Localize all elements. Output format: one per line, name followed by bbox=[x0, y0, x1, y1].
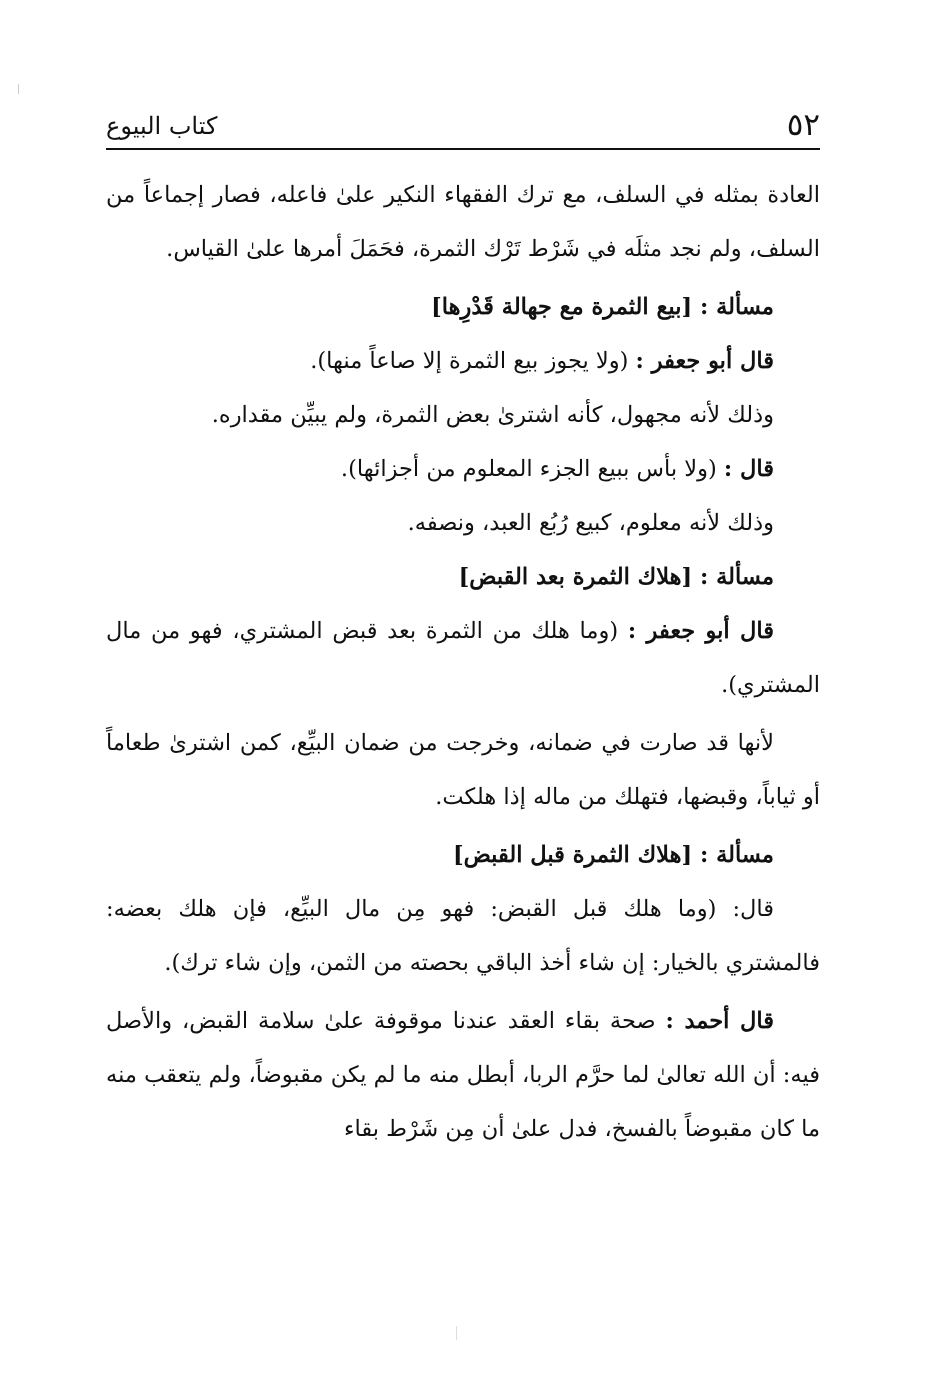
quoted-text: (ولا بأس ببيع الجزء المعلوم من أجزائها). bbox=[340, 456, 724, 482]
book-title: كتاب البيوع bbox=[106, 112, 218, 140]
body-text bbox=[106, 168, 820, 1156]
paragraph-2 bbox=[106, 334, 820, 388]
section-heading-3: مسألة : [هلاك الثمرة قبل القبض] bbox=[452, 842, 774, 868]
speaker-label: قال أبو جعفر : bbox=[635, 348, 774, 374]
paragraph-4 bbox=[106, 442, 820, 496]
running-header bbox=[106, 104, 820, 148]
paragraph-5: وذلك لأنه معلوم، كبيع رُبُع العبد، ونصفه. bbox=[407, 510, 774, 536]
paragraph-7-text: لأنها قد صارت في ضمانه، وخرجت من ضمان البيِّع، كمن اشترىٰ طعاماً أو ثياباً، وقبضها، فتهلك من ماله إذا هلكت. bbox=[106, 730, 820, 810]
section-heading-1: مسألة : [بيع الثمرة مع جهالة قَدْرِها] bbox=[431, 294, 774, 320]
paragraph-9-text: صحة بقاء العقد عندنا موقوفة علىٰ سلامة القبض، والأصل فيه: أن الله تعالىٰ لما حرَّم الربا، أبطل منه ما لم يكن مقبوضاً، ولم يتعقب منه ما كان مقبوضاً بالفسخ، فدل علىٰ أن مِن شَرْط بقاء bbox=[106, 1008, 820, 1142]
scan-mark-bottom bbox=[456, 1326, 457, 1340]
paragraph-1: العادة بمثله في السلف، مع ترك الفقهاء النكير علىٰ فاعله، فصار إجماعاً من السلف، ولم نجد مثلَه في شَرْط تَرْك الثمرة، فحَمَلَ أمرها علىٰ القياس. bbox=[106, 182, 820, 262]
speaker-label: قال أبو جعفر : bbox=[627, 618, 774, 644]
header-rule bbox=[106, 148, 820, 150]
paragraph-8 bbox=[106, 882, 820, 990]
speaker-label: قال أحمد : bbox=[665, 1008, 774, 1034]
quoted-text: (ولا يجوز بيع الثمرة إلا صاعاً منها). bbox=[310, 348, 636, 374]
paragraph-9 bbox=[106, 994, 820, 1156]
paragraph-6 bbox=[106, 604, 820, 712]
paragraph-8-text: قال: (وما هلك قبل القبض: فهو مِن مال البيِّع، فإن هلك بعضه: فالمشتري بالخيار: إن شاء أخذ الباقي بحصته من الثمن، وإن شاء ترك). bbox=[106, 896, 820, 976]
section-heading-2: مسألة : [هلاك الثمرة بعد القبض] bbox=[458, 564, 774, 590]
paragraph-3: وذلك لأنه مجهول، كأنه اشترىٰ بعض الثمرة، ولم يبيِّن مقداره. bbox=[211, 402, 774, 428]
page-number: ٥٢ bbox=[786, 107, 820, 143]
quoted-text: (وما هلك من الثمرة بعد قبض المشتري، فهو من مال المشتري). bbox=[106, 618, 820, 698]
scan-mark bbox=[18, 84, 19, 94]
paragraph-7 bbox=[106, 716, 820, 824]
speaker-label: قال : bbox=[723, 456, 774, 482]
